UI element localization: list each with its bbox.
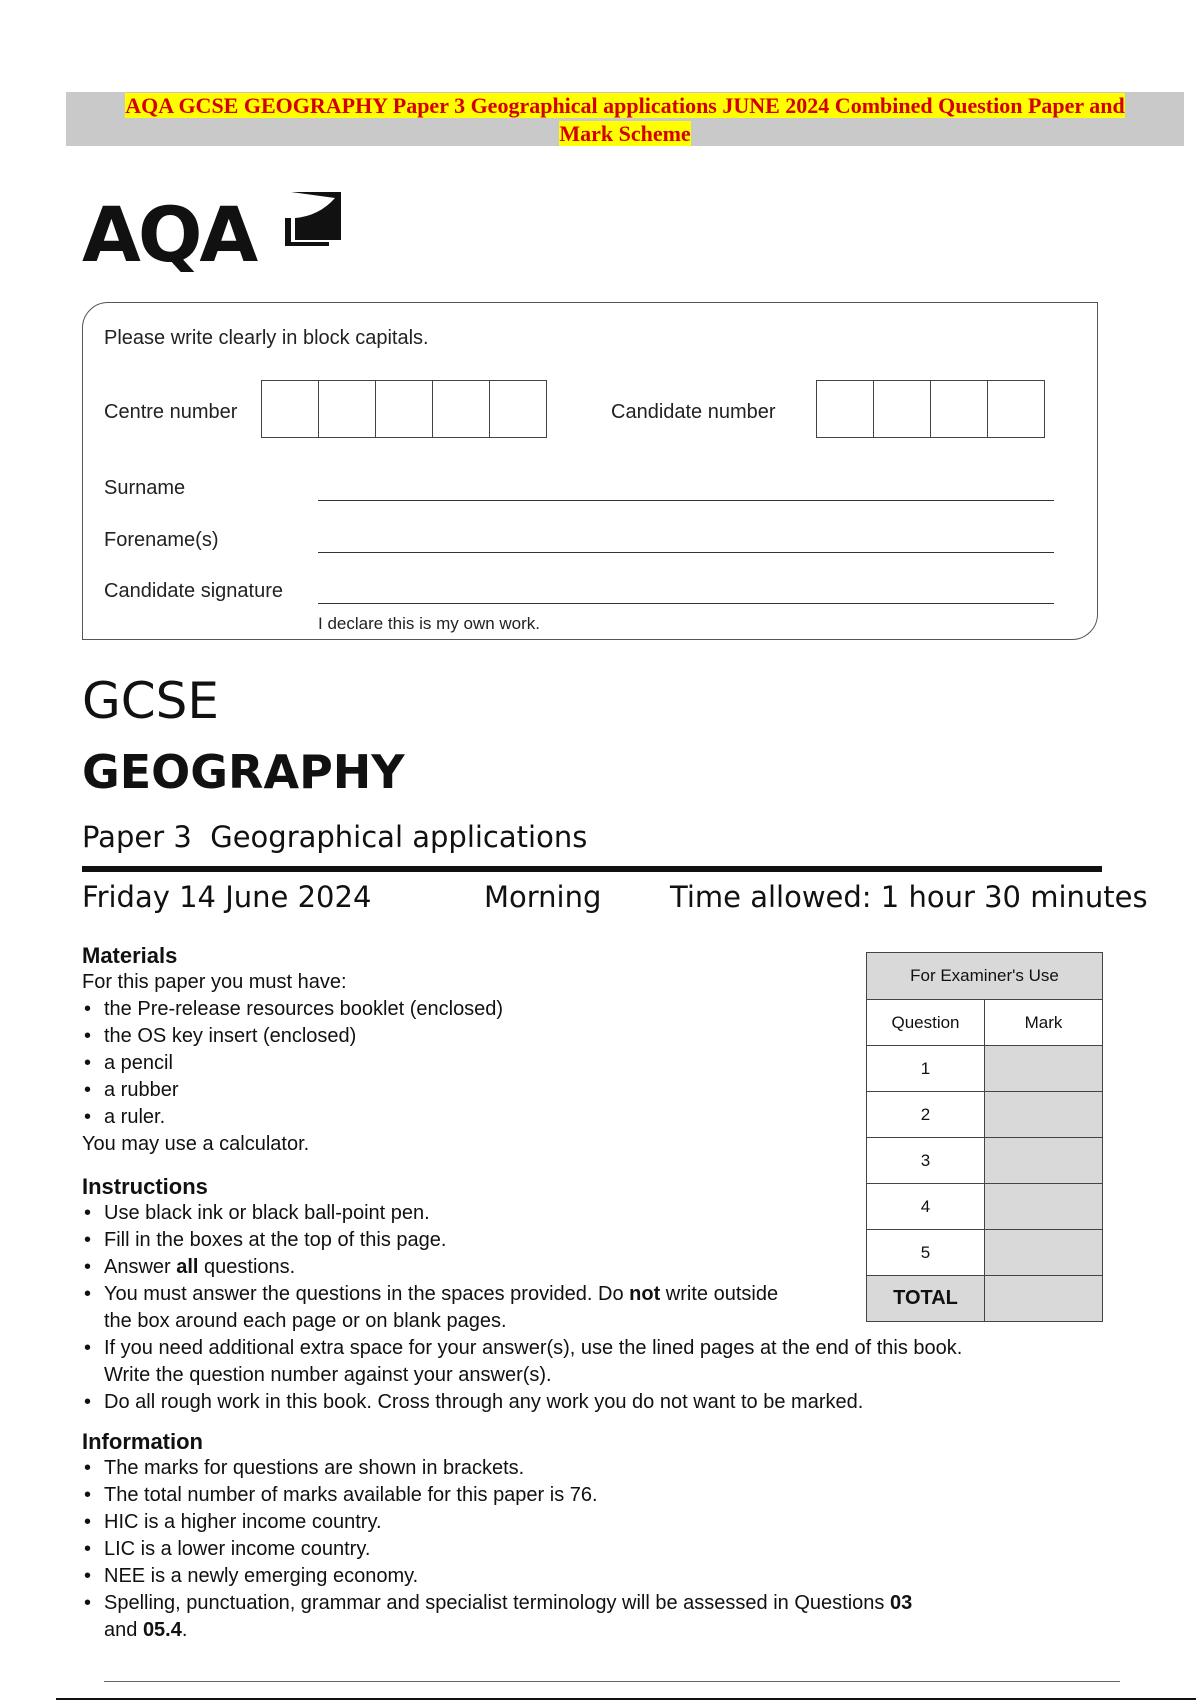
materials-heading: Materials (82, 943, 178, 968)
surname-label: Surname (104, 477, 186, 499)
centre-number-label: Centre number (104, 401, 238, 423)
header-divider (82, 866, 1102, 872)
total-mark-cell[interactable] (985, 1276, 1103, 1322)
calculator-note: You may use a calculator. (82, 1133, 310, 1155)
emphasis-text: 05.4 (142, 1619, 182, 1641)
emphasis-text: not (629, 1283, 661, 1305)
qualification-title: GCSE (82, 672, 219, 730)
information-heading: Information (82, 1429, 203, 1454)
question-number: 1 (867, 1046, 985, 1092)
paper-title: Paper 3 Geographical applications (82, 820, 588, 854)
footer-rule (104, 1681, 1120, 1682)
list-item: • a pencil (82, 1050, 782, 1077)
centre-number-cell[interactable] (490, 381, 546, 437)
emphasis-text: all (176, 1256, 199, 1278)
list-item-text: If you need additional extra space for your answer(s), use the lined pages at the end of this book. (104, 1337, 963, 1359)
subject-title: GEOGRAPHY (82, 745, 405, 799)
table-row (867, 1184, 1103, 1230)
banner-line-1: AQA GCSE GEOGRAPHY Paper 3 Geographical applications JUNE 2024 Combined Question Paper and (125, 93, 1125, 118)
forename-field[interactable] (318, 552, 1054, 553)
total-label: TOTAL (867, 1276, 985, 1322)
centre-number-boxes (261, 380, 547, 438)
materials-section (82, 942, 782, 1158)
candidate-number-cell[interactable] (817, 381, 874, 437)
candidate-number-cell[interactable] (988, 381, 1044, 437)
centre-number-cell[interactable] (262, 381, 319, 437)
aqa-logo-mark-icon (285, 188, 345, 246)
mark-cell[interactable] (985, 1138, 1103, 1184)
list-item: • NEE is a newly emerging economy. (82, 1563, 1102, 1590)
exam-date: Friday 14 June 2024 (82, 880, 372, 914)
list-item-text: the box around each page or on blank pages. (104, 1310, 507, 1332)
surname-field[interactable] (318, 500, 1054, 501)
materials-intro: For this paper you must have: (82, 971, 347, 993)
declaration-text: I declare this is my own work. (318, 614, 541, 633)
mark-cell[interactable] (985, 1046, 1103, 1092)
aqa-logo (82, 190, 255, 280)
candidate-number-cell[interactable] (874, 381, 931, 437)
table-row (867, 1230, 1103, 1276)
list-item (82, 1335, 1102, 1389)
list-item: • a rubber (82, 1077, 782, 1104)
list-item: • the Pre-release resources booklet (enclosed) (82, 996, 782, 1023)
centre-number-cell[interactable] (433, 381, 490, 437)
list-item: • Do all rough work in this book. Cross through any work you do not want to be marked. (82, 1389, 1102, 1416)
information-list (82, 1455, 1102, 1644)
list-item: • Fill in the boxes at the top of this page. (82, 1227, 1102, 1254)
centre-number-cell[interactable] (319, 381, 376, 437)
table-row (867, 1276, 1103, 1322)
list-item-text: Answer (104, 1256, 177, 1278)
list-item: • The total number of marks available for this paper is 76. (82, 1482, 1102, 1509)
candidate-number-boxes (816, 380, 1045, 438)
list-item: • LIC is a lower income country. (82, 1536, 1102, 1563)
document-title-banner (66, 92, 1184, 148)
instructions-heading: Instructions (82, 1174, 208, 1199)
list-item-text: questions. (198, 1256, 296, 1278)
form-instruction: Please write clearly in block capitals. (104, 327, 429, 349)
table-row (867, 1092, 1103, 1138)
examiner-table-title: For Examiner's Use (867, 953, 1103, 1000)
mark-column-header: Mark (985, 1000, 1103, 1046)
examiner-use-table (866, 952, 1103, 1322)
list-item-text: Spelling, punctuation, grammar and specialist terminology will be assessed in Questions (104, 1592, 890, 1614)
signature-field[interactable] (318, 603, 1054, 604)
question-column-header: Question (867, 1000, 985, 1046)
list-item: • The marks for questions are shown in brackets. (82, 1455, 1102, 1482)
banner-line-2: Mark Scheme (559, 121, 691, 146)
list-item-text: You must answer the questions in the spaces provided. Do (104, 1283, 630, 1305)
list-item: • Use black ink or black ball-point pen. (82, 1200, 1102, 1227)
logo-text: AQA (82, 190, 256, 279)
mark-cell[interactable] (985, 1092, 1103, 1138)
mark-cell[interactable] (985, 1184, 1103, 1230)
forename-label: Forename(s) (104, 529, 219, 551)
emphasis-text: 03 (889, 1592, 913, 1614)
list-item (82, 1590, 1102, 1644)
centre-number-cell[interactable] (376, 381, 433, 437)
information-section (82, 1428, 1102, 1644)
list-item-text: and (104, 1619, 143, 1641)
question-number: 5 (867, 1230, 985, 1276)
candidate-number-cell[interactable] (931, 381, 988, 437)
question-number: 4 (867, 1184, 985, 1230)
mark-cell[interactable] (985, 1230, 1103, 1276)
time-allowed: Time allowed: 1 hour 30 minutes (670, 880, 1148, 914)
list-item-text: Write the question number against your answer(s). (104, 1364, 552, 1386)
list-item-text: . (181, 1619, 188, 1641)
exam-session: Morning (484, 880, 602, 914)
question-number: 3 (867, 1138, 985, 1184)
list-item: • a ruler. (82, 1104, 782, 1131)
candidate-number-label: Candidate number (611, 401, 776, 423)
materials-list (82, 996, 782, 1131)
signature-label: Candidate signature (104, 580, 284, 602)
table-row (867, 1138, 1103, 1184)
question-number: 2 (867, 1092, 985, 1138)
list-item: • the OS key insert (enclosed) (82, 1023, 782, 1050)
table-row (867, 1046, 1103, 1092)
list-item-text: write outside (660, 1283, 779, 1305)
list-item: • HIC is a higher income country. (82, 1509, 1102, 1536)
